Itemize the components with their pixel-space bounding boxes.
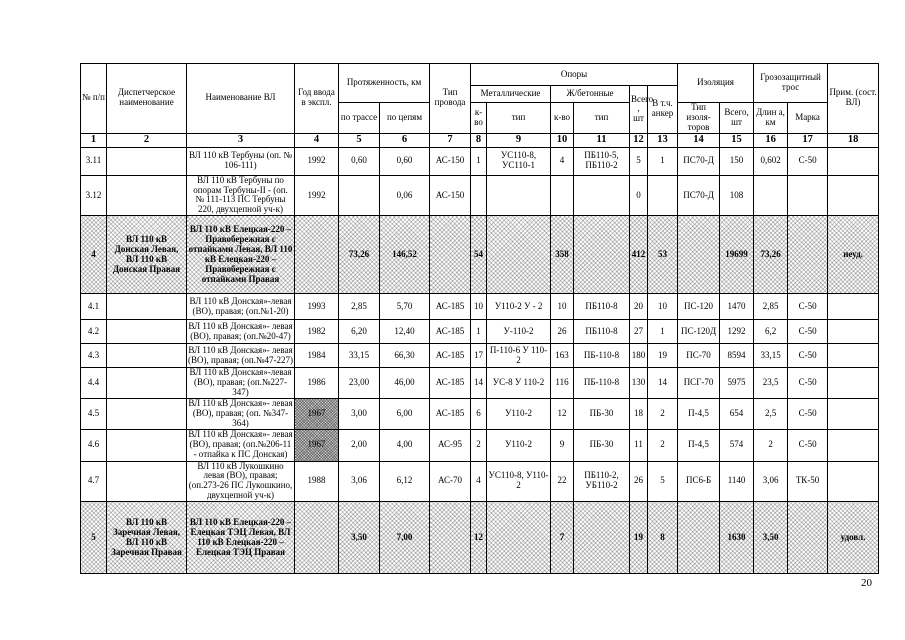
note-cell [828,398,879,429]
line-name: ВЛ 110 кВ Донская»- левая (ВО), правая; (оп. №347-364) [188,397,293,428]
ground-wire-mark: С-50 [788,398,828,429]
metal-type [487,216,551,294]
column-number: 16 [754,133,788,147]
line-name: ВЛ 110 кВ Донская»-левая (ВО), правая; (оп.№227-347) [187,368,295,399]
ground-wire-length: 2,5 [754,398,788,429]
ground-wire-mark: С-50 [788,294,828,320]
note-cell [828,175,879,216]
header-supports: Опоры [471,64,678,86]
length-trassa: 23,00 [339,368,380,399]
note-cell: неуд. [828,216,879,294]
row-number: 4.1 [81,294,107,320]
table-row [81,147,879,175]
header-length: Протяженность, км [339,64,430,103]
column-number: 13 [648,133,678,147]
header-insulation: Изоляция [678,64,754,103]
length-cepi: 6,00 [380,398,430,429]
metal-qty: 6 [471,398,487,429]
insulator-total: 574 [720,429,754,461]
metal-qty: 12 [471,502,487,574]
wire-type: АС-95 [430,429,471,461]
concrete-qty: 26 [551,320,574,344]
length-cepi: 0,06 [380,175,430,216]
wire-type: АС-70 [430,461,471,502]
metal-qty: 1 [471,320,487,344]
length-trassa: 3,50 [339,502,380,574]
concrete-type: ПБ-30 [574,398,630,429]
year-cell: 1967 [295,429,339,461]
table-body [81,147,879,573]
note-cell [828,344,879,368]
insulator-type: ПС6-Б [678,461,720,502]
anchor-count: 8 [648,502,678,574]
header-concrete-qty: к-во [551,103,574,134]
supports-total: 19 [630,502,648,574]
metal-type: УС110-8, УС110-1 [487,147,551,175]
column-number: 4 [295,133,339,147]
supports-total: 5 [630,147,648,175]
concrete-type: ПБ110-8 [574,294,630,320]
ground-wire-mark [788,502,828,574]
header-total-supports: Всего , шт [630,86,648,134]
ground-wire-length: 3,06 [754,461,788,502]
insulator-type [678,216,720,294]
supports-total: 27 [630,320,648,344]
dispatcher-name [107,368,187,399]
line-name: ВЛ 110 кВ Донская»-левая (ВО), правая; (оп.№1-20) [187,294,295,320]
line-name: ВЛ 110 кВ Тербуны (оп. № 106-111) [187,147,295,175]
row-number: 4.3 [81,344,107,368]
concrete-qty: 9 [551,429,574,461]
ground-wire-length: 6,2 [754,320,788,344]
ground-wire-length: 2 [754,429,788,461]
metal-type: У-110-2 [487,320,551,344]
header-concrete-type: тип [574,103,630,134]
concrete-type [574,175,630,216]
ground-wire-length: 23,5 [754,368,788,399]
concrete-qty: 10 [551,294,574,320]
table-row [81,368,879,399]
wire-type: АС-185 [430,368,471,399]
wire-type: АС-185 [430,320,471,344]
dispatcher-name [107,461,187,502]
supports-total: 18 [630,398,648,429]
ground-wire-mark: С-50 [788,320,828,344]
insulator-type: П-4,5 [678,429,720,461]
ground-wire-length: 33,15 [754,344,788,368]
table-row [81,175,879,216]
year-cell [295,502,339,574]
line-name: ВЛ 110 кВ Елецкая-220 – Правобережная с отпайками Левая, ВЛ 110 кВ Елецкая-220 – Правобережная с отпайками Правая [187,216,295,294]
insulator-total: 8594 [720,344,754,368]
header-metal-qty: к-во [471,103,487,134]
anchor-count: 19 [648,344,678,368]
header-metal: Металлические [471,86,551,103]
column-number: 8 [471,133,487,147]
length-cepi: 12,40 [380,320,430,344]
metal-qty: 2 [471,429,487,461]
length-trassa: 0,60 [339,147,380,175]
metal-qty: 4 [471,461,487,502]
ground-wire-mark: С-50 [788,147,828,175]
column-number: 9 [487,133,551,147]
row-number: 4.2 [81,320,107,344]
anchor-count: 2 [648,429,678,461]
insulator-type: П-4,5 [678,398,720,429]
column-number: 1 [81,133,107,147]
header-dispatcher-name: Диспетчерское наименование [107,64,187,134]
row-number: 4 [81,216,107,294]
length-trassa: 2,85 [339,294,380,320]
header-line-name: Наименование ВЛ [187,64,295,134]
concrete-qty: 4 [551,147,574,175]
anchor-count: 2 [648,398,678,429]
header-anchor: В т.ч. анкер [648,86,678,134]
column-number: 10 [551,133,574,147]
ground-wire-length [754,175,788,216]
header-trassa: по трассе [339,103,380,134]
concrete-qty: 163 [551,344,574,368]
column-number: 7 [430,133,471,147]
column-number: 6 [380,133,430,147]
metal-type [487,502,551,574]
line-name: ВЛ 110 кВ Елецкая-220 – Елецкая ТЭЦ Левая, ВЛ 110 кВ Елецкая-220 – Елецкая ТЭЦ Правая [187,502,295,574]
concrete-type: ПБ110-2, УБ110-2 [574,461,630,502]
metal-qty: 10 [471,294,487,320]
header-note: Прим. (сост. ВЛ) [828,64,879,134]
metal-type: У110-2 У - 2 [487,294,551,320]
column-number: 18 [828,133,879,147]
concrete-type [574,216,630,294]
table-row [81,461,879,502]
row-number: 4.4 [81,368,107,399]
note-cell [828,461,879,502]
concrete-qty: 116 [551,368,574,399]
column-number-row [81,133,879,147]
insulator-type: ПСГ-70 [678,368,720,399]
ground-wire-length: 73,26 [754,216,788,294]
header-cepi: по цепям [380,103,430,134]
table-row [81,294,879,320]
metal-qty: 17 [471,344,487,368]
wire-type [430,216,471,294]
metal-qty: 54 [471,216,487,294]
length-cepi: 4,00 [380,429,430,461]
ground-wire-length: 2,85 [754,294,788,320]
year-cell: 1992 [295,175,339,216]
row-number: 5 [81,502,107,574]
note-cell [828,429,879,461]
column-number: 2 [107,133,187,147]
line-name: ВЛ 110 кВ Донская»- левая (ВО), правая; (оп.№20-47) [187,320,295,344]
note-cell [828,147,879,175]
ground-wire-mark: ТК-50 [788,461,828,502]
column-number: 15 [720,133,754,147]
column-number: 3 [187,133,295,147]
insulator-type: ПС-70 [678,344,720,368]
concrete-qty: 12 [551,398,574,429]
row-number: 4.6 [81,429,107,461]
note-cell [828,294,879,320]
note-cell [828,368,879,399]
insulator-total: 5975 [720,368,754,399]
page-number: 20 [861,577,872,589]
insulator-total: 1292 [720,320,754,344]
year-cell: 1982 [295,320,339,344]
line-inventory-table [80,63,879,574]
supports-total: 0 [630,175,648,216]
concrete-type [574,502,630,574]
row-number: 4.5 [81,398,107,429]
length-trassa [339,175,380,216]
metal-type: УС110-8, У110-2 [487,461,551,502]
header-wire-mark: Марка [788,103,828,134]
metal-type: П-110-6 У 110-2 [487,344,551,368]
metal-type: УС-8 У 110-2 [487,368,551,399]
anchor-count: 1 [648,320,678,344]
supports-total: 20 [630,294,648,320]
dispatcher-name [107,320,187,344]
dispatcher-name [107,344,187,368]
metal-qty: 14 [471,368,487,399]
header-wire-type: Тип провода [430,64,471,134]
ground-wire-mark: С-50 [788,429,828,461]
insulator-total: 19699 [720,216,754,294]
note-cell [828,320,879,344]
note-cell: удовл. [828,502,879,574]
ground-wire-mark [788,175,828,216]
insulator-type: ПС-120 [678,294,720,320]
insulator-type: ПС70-Д [678,147,720,175]
header-wire-length: Длин а, км [754,103,788,134]
metal-type: У110-2 [487,429,551,461]
year-cell: 1992 [295,147,339,175]
year-cell: 1988 [295,461,339,502]
column-number: 14 [678,133,720,147]
dispatcher-name [107,398,187,429]
wire-type: АС-150 [430,175,471,216]
line-name: ВЛ 110 кВ Донская»- левая (ВО), правая; (оп.№47-227) [187,344,295,368]
row-number: 3.12 [81,175,107,216]
year-cell: 1993 [295,294,339,320]
line-name: ВЛ 110 кВ Тербуны по опорам Тербуны-II - (оп. № 111-113 ПС Тербуны 220, двухцепной уч-к) [187,175,295,216]
length-cepi: 7,00 [380,502,430,574]
dispatcher-name: ВЛ 110 кВ Заречная Левая, ВЛ 110 кВ Заречная Правая [107,502,187,574]
insulator-type: ПС-120Д [678,320,720,344]
column-number: 11 [574,133,630,147]
table-row [81,398,879,429]
column-number: 12 [630,133,648,147]
insulator-type: ПС70-Д [678,175,720,216]
length-trassa: 3,00 [339,398,380,429]
supports-total: 11 [630,429,648,461]
row-number: 3.11 [81,147,107,175]
length-trassa: 6,20 [339,320,380,344]
dispatcher-name [107,147,187,175]
header-insulator-total: Всего, шт [720,103,754,134]
header-num: № п/п [81,64,107,134]
insulator-total: 1140 [720,461,754,502]
ground-wire-mark: С-50 [788,344,828,368]
supports-total: 130 [630,368,648,399]
dispatcher-name [107,294,187,320]
metal-qty: 1 [471,147,487,175]
anchor-count: 10 [648,294,678,320]
table-row [81,344,879,368]
supports-total: 412 [630,216,648,294]
wire-type: АС-185 [430,344,471,368]
length-cepi: 146,52 [380,216,430,294]
metal-type: У110-2 [487,398,551,429]
wire-type: АС-150 [430,147,471,175]
length-cepi: 0,60 [380,147,430,175]
column-number: 5 [339,133,380,147]
header-year: Год ввода в экспл. [295,64,339,134]
insulator-total: 1470 [720,294,754,320]
length-cepi: 5,70 [380,294,430,320]
dispatcher-name: ВЛ 110 кВ Донская Левая, ВЛ 110 кВ Донская Правая [107,216,187,294]
concrete-type: ПБ-30 [574,429,630,461]
row-number: 4.7 [81,461,107,502]
wire-type: АС-185 [430,398,471,429]
length-trassa: 73,26 [339,216,380,294]
table-row [81,429,879,461]
year-cell: 1967 [295,398,339,429]
length-trassa: 3,06 [339,461,380,502]
header-ground-wire: Грозозащитный трос [754,64,828,103]
concrete-qty: 22 [551,461,574,502]
insulator-type [678,502,720,574]
insulator-total: 108 [720,175,754,216]
insulator-total: 150 [720,147,754,175]
column-number: 17 [788,133,828,147]
header-metal-type: тип [487,103,551,134]
length-cepi: 46,00 [380,368,430,399]
concrete-type: ПБ-110-8 [574,368,630,399]
concrete-type: ПБ110-8 [574,320,630,344]
ground-wire-length: 0,602 [754,147,788,175]
year-cell: 1986 [295,368,339,399]
year-cell [295,216,339,294]
year-cell: 1984 [295,344,339,368]
concrete-type: ПБ110-5, ПБ110-2 [574,147,630,175]
ground-wire-mark [788,216,828,294]
ground-wire-length: 3,50 [754,502,788,574]
line-name: ВЛ 110 кВ Донская»- левая (ВО), правая; (оп.№206-11 - отпайка к ПС Донская) [187,429,295,461]
wire-type [430,502,471,574]
header-insulator-type: Тип изоля- торов [678,103,720,134]
table-row [81,216,879,294]
dispatcher-name [107,175,187,216]
table-row [81,320,879,344]
insulator-total: 654 [720,398,754,429]
concrete-qty: 7 [551,502,574,574]
length-trassa: 2,00 [339,429,380,461]
anchor-count: 14 [648,368,678,399]
wire-type: АС-185 [430,294,471,320]
length-trassa: 33,15 [339,344,380,368]
anchor-count: 5 [648,461,678,502]
anchor-count [648,175,678,216]
table-row [81,502,879,574]
concrete-qty: 358 [551,216,574,294]
insulator-total: 1630 [720,502,754,574]
header-concrete: Ж/бетонные [551,86,630,103]
supports-total: 26 [630,461,648,502]
metal-qty [471,175,487,216]
ground-wire-mark: С-50 [788,368,828,399]
length-cepi: 6,12 [380,461,430,502]
concrete-qty [551,175,574,216]
anchor-count: 53 [648,216,678,294]
supports-total: 180 [630,344,648,368]
concrete-type: ПБ-110-8 [574,344,630,368]
dispatcher-name [107,429,187,461]
length-cepi: 66,30 [380,344,430,368]
line-name: ВЛ 110 кВ Лукошкино левая (ВО), правая; (оп.273-26 ПС Лукошкино, двухцепной уч-к) [187,461,295,502]
metal-type [487,175,551,216]
anchor-count: 1 [648,147,678,175]
